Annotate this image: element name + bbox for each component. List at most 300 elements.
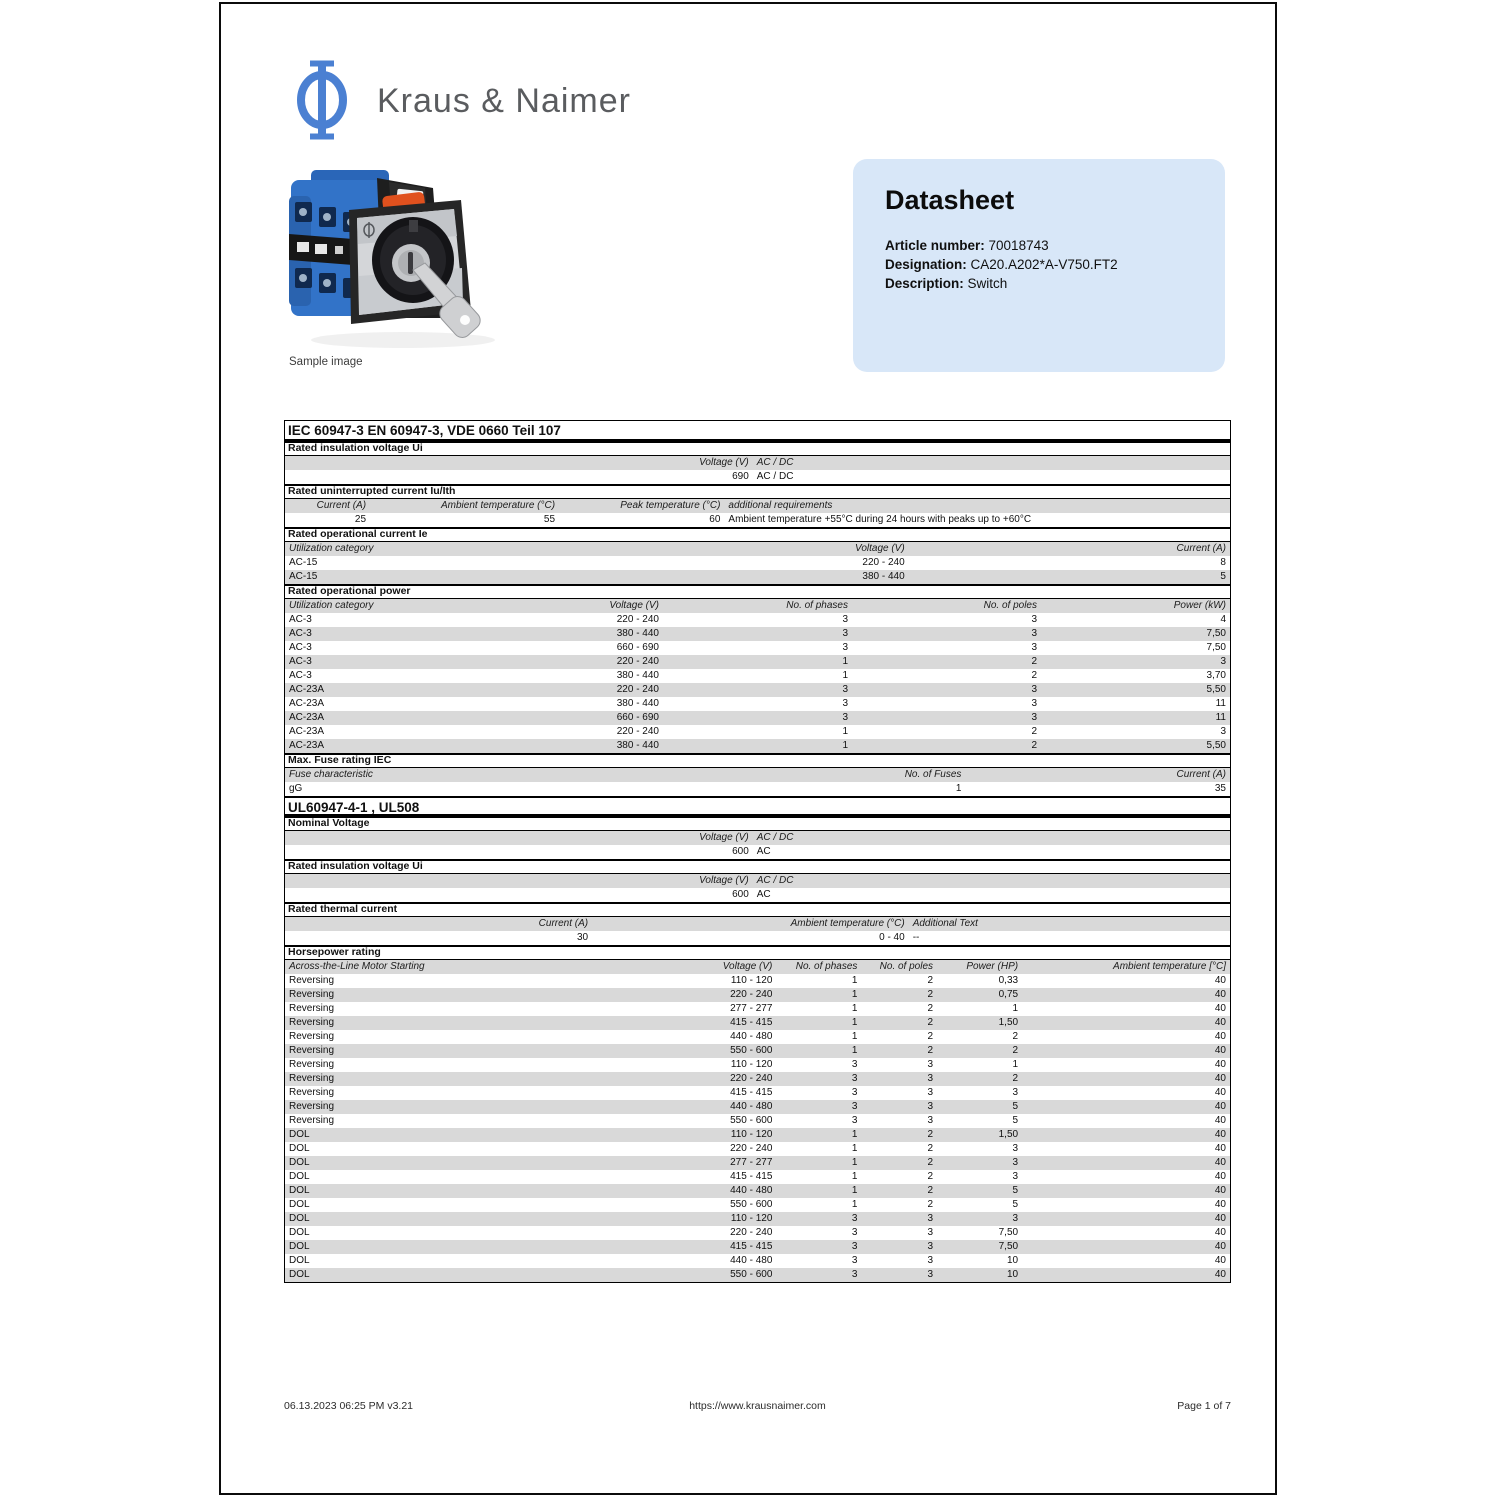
- table-row: [285, 655, 1230, 669]
- cell: 1: [851, 1031, 858, 1042]
- table-row: [285, 470, 1230, 484]
- cell: 1: [955, 783, 962, 794]
- table-row: [285, 711, 1230, 725]
- table-row: [285, 1254, 1230, 1268]
- table-row: [285, 845, 1230, 859]
- cell: 3: [1220, 656, 1226, 667]
- cell: 40: [1214, 1073, 1226, 1084]
- cell: 3: [851, 1255, 858, 1266]
- cell: 1: [851, 1171, 858, 1182]
- cell: 2: [927, 1185, 934, 1196]
- cell: DOL: [289, 1255, 310, 1266]
- cell: Reversing: [289, 1045, 335, 1056]
- cell: 0,75: [998, 989, 1019, 1000]
- table-row: [285, 1058, 1230, 1072]
- cell: 3: [927, 1269, 934, 1280]
- cell: AC-23A: [289, 740, 325, 751]
- header-cell: Voltage (V): [699, 875, 749, 886]
- cell: 2: [927, 1143, 934, 1154]
- cell: 3: [927, 1227, 934, 1238]
- card-title: Datasheet: [885, 185, 1015, 215]
- cell: 277 - 277: [730, 1003, 773, 1014]
- header-cell: Voltage (V): [609, 600, 659, 611]
- header-cell: additional requirements: [728, 500, 833, 511]
- table-row: [285, 613, 1230, 627]
- table-row: [285, 974, 1230, 988]
- table-row: [285, 1212, 1230, 1226]
- header-row: [285, 917, 1230, 931]
- cell: 4: [1220, 614, 1226, 625]
- cell: DOL: [289, 1199, 310, 1210]
- section-label: Max. Fuse rating IEC: [285, 753, 1230, 768]
- table-row: [285, 1156, 1230, 1170]
- cell: 40: [1214, 1017, 1226, 1028]
- cell: 600: [732, 889, 749, 900]
- cell: 415 - 415: [730, 1241, 773, 1252]
- cell: AC: [756, 889, 771, 900]
- cell: 25: [354, 514, 367, 525]
- card-field: [885, 255, 1195, 274]
- cell: DOL: [289, 1185, 310, 1196]
- section-title: UL60947-4-1 , UL508: [285, 796, 1230, 816]
- table-row: [285, 1170, 1230, 1184]
- cell: 440 - 480: [730, 1185, 773, 1196]
- cell: 7,50: [998, 1241, 1019, 1252]
- header-cell: Current (A): [1176, 543, 1226, 554]
- cell: 55: [543, 514, 556, 525]
- cell: 40: [1214, 1255, 1226, 1266]
- header-cell: Across-the-Line Motor Starting: [289, 961, 425, 972]
- cell: AC / DC: [756, 471, 794, 482]
- cell: 1,50: [998, 1129, 1019, 1140]
- footer-page-number: Page 1 of 7: [1177, 1400, 1231, 1412]
- cell: 1: [851, 1017, 858, 1028]
- table-row: [285, 1198, 1230, 1212]
- cell: 60: [709, 514, 721, 525]
- cell: Reversing: [289, 975, 335, 986]
- cell: 3: [927, 1115, 934, 1126]
- cell: 35: [1214, 783, 1226, 794]
- cell: gG: [289, 783, 303, 794]
- card-field-label: Designation:: [885, 257, 967, 272]
- cell: 1: [851, 1199, 858, 1210]
- section-label: Rated insulation voltage Ui: [285, 859, 1230, 874]
- cell: 40: [1214, 1129, 1226, 1140]
- cell: Reversing: [289, 1059, 335, 1070]
- cell: 550 - 600: [730, 1045, 773, 1056]
- header-cell: Current (A): [1176, 769, 1226, 780]
- cell: 2: [927, 1045, 934, 1056]
- table-row: [285, 1072, 1230, 1086]
- cell: 40: [1214, 1185, 1226, 1196]
- phi-logo-icon: [293, 58, 351, 142]
- cell: DOL: [289, 1129, 310, 1140]
- cell: 2: [1012, 1073, 1019, 1084]
- cell: 3: [1031, 628, 1037, 639]
- table-row: [285, 1240, 1230, 1254]
- card-field-value: 70018743: [984, 238, 1049, 253]
- table-row: [285, 739, 1230, 753]
- cell: 415 - 415: [730, 1087, 773, 1098]
- cell: 40: [1214, 1059, 1226, 1070]
- cell: 2: [1012, 1045, 1019, 1056]
- section-label: Rated thermal current: [285, 902, 1230, 917]
- table-row: [285, 988, 1230, 1002]
- cell: 220 - 240: [616, 684, 659, 695]
- cell: AC-23A: [289, 684, 325, 695]
- cell: DOL: [289, 1171, 310, 1182]
- cell: 3: [1031, 712, 1037, 723]
- header-cell: Ambient temperature (°C): [441, 500, 556, 511]
- cell: Reversing: [289, 989, 335, 1000]
- cell: 220 - 240: [616, 614, 659, 625]
- cell: 1: [842, 670, 848, 681]
- cell: 220 - 240: [862, 557, 905, 568]
- cell: 3: [927, 1073, 934, 1084]
- cell: Reversing: [289, 1101, 335, 1112]
- cell: 600: [732, 846, 749, 857]
- table-row: [285, 683, 1230, 697]
- cell: 3: [842, 684, 848, 695]
- cell: 220 - 240: [730, 1227, 773, 1238]
- spec-table: [284, 420, 1231, 1283]
- header-row: [285, 542, 1230, 556]
- cell: 40: [1214, 1241, 1226, 1252]
- section-title: IEC 60947-3 EN 60947-3, VDE 0660 Teil 107: [285, 421, 1230, 441]
- cell: 3: [851, 1059, 858, 1070]
- cell: 40: [1214, 975, 1226, 986]
- cell: 40: [1214, 989, 1226, 1000]
- product-image: [285, 156, 511, 354]
- cell: DOL: [289, 1269, 310, 1280]
- header-cell: Power (HP): [966, 961, 1019, 972]
- cell: 110 - 120: [730, 1213, 773, 1224]
- cell: 40: [1214, 1003, 1226, 1014]
- cell: 1: [851, 1157, 858, 1168]
- header-row: [285, 456, 1230, 470]
- cell: AC-3: [289, 614, 312, 625]
- cell: 40: [1214, 1115, 1226, 1126]
- cell: 1: [851, 1143, 858, 1154]
- cell: AC-3: [289, 656, 312, 667]
- table-row: [285, 1016, 1230, 1030]
- cell: 660 - 690: [616, 712, 659, 723]
- cell: 3: [851, 1227, 858, 1238]
- cell: 1: [851, 975, 858, 986]
- cell: 3: [851, 1101, 858, 1112]
- cell: 3: [1012, 1171, 1019, 1182]
- cell: 5: [1012, 1185, 1019, 1196]
- cell: --: [912, 932, 920, 943]
- cell: 3: [851, 1073, 858, 1084]
- header-row: [285, 499, 1230, 513]
- header-cell: Current (A): [316, 500, 367, 511]
- cell: 1: [842, 656, 848, 667]
- cell: 40: [1214, 1213, 1226, 1224]
- cell: 1: [842, 740, 848, 751]
- cell: 3: [851, 1269, 858, 1280]
- brand-logo: [293, 58, 631, 142]
- cell: 3: [927, 1213, 934, 1224]
- header-cell: Voltage (V): [722, 961, 773, 972]
- cell: Reversing: [289, 1087, 335, 1098]
- section-label: Horsepower rating: [285, 945, 1230, 960]
- table-row: [285, 725, 1230, 739]
- cell: 415 - 415: [730, 1017, 773, 1028]
- cell: 1: [1012, 1059, 1019, 1070]
- cell: Reversing: [289, 1003, 335, 1014]
- cell: 40: [1214, 1143, 1226, 1154]
- table-row: [285, 513, 1230, 527]
- cell: 11: [1215, 698, 1226, 709]
- cell: 380 - 440: [616, 670, 659, 681]
- header-row: [285, 874, 1230, 888]
- cell: 2: [927, 989, 934, 1000]
- header-cell: No. of poles: [879, 961, 934, 972]
- cell: 220 - 240: [616, 726, 659, 737]
- cell: 3: [851, 1213, 858, 1224]
- cell: 3: [927, 1255, 934, 1266]
- cell: 5: [1012, 1115, 1019, 1126]
- cell: 3: [842, 698, 848, 709]
- cell: 0 - 40: [879, 932, 905, 943]
- header-cell: No. of Fuses: [904, 769, 962, 780]
- card-field-label: Article number:: [885, 238, 985, 253]
- table-row: [285, 556, 1230, 570]
- cell: 5: [1012, 1101, 1019, 1112]
- cell: 1: [851, 1003, 858, 1014]
- table-row: [285, 931, 1230, 945]
- card-fields: [885, 236, 1195, 293]
- header-cell: AC / DC: [756, 875, 794, 886]
- header-cell: Fuse characteristic: [289, 769, 373, 780]
- cell: 440 - 480: [730, 1101, 773, 1112]
- cell: 40: [1214, 1199, 1226, 1210]
- cell: Reversing: [289, 1031, 335, 1042]
- cell: AC-3: [289, 628, 312, 639]
- cell: 380 - 440: [616, 740, 659, 751]
- cell: 3: [851, 1087, 858, 1098]
- section-label: Rated operational power: [285, 584, 1230, 599]
- table-row: [285, 627, 1230, 641]
- cell: 1: [851, 1185, 858, 1196]
- cell: 1: [851, 1045, 858, 1056]
- cell: 40: [1214, 1269, 1226, 1280]
- cell: 110 - 120: [730, 975, 773, 986]
- table-row: [285, 641, 1230, 655]
- cell: 40: [1214, 1157, 1226, 1168]
- cell: 2: [927, 1199, 934, 1210]
- header-cell: Ambient temperature (°C): [790, 918, 905, 929]
- cell: 5: [1012, 1199, 1019, 1210]
- cell: 2: [1031, 726, 1037, 737]
- cell: DOL: [289, 1227, 310, 1238]
- header-cell: Ambient temperature [°C]: [1113, 961, 1226, 972]
- header-cell: Peak temperature (°C): [620, 500, 721, 511]
- header-cell: Voltage (V): [699, 457, 749, 468]
- cell: 3,70: [1206, 670, 1226, 681]
- footer-url: https://www.krausnaimer.com: [689, 1400, 826, 1412]
- cell: 2: [927, 1031, 934, 1042]
- cell: AC-23A: [289, 726, 325, 737]
- cell: 40: [1214, 1101, 1226, 1112]
- cell: 220 - 240: [730, 1143, 773, 1154]
- cell: 5,50: [1206, 740, 1226, 751]
- cell: 0,33: [998, 975, 1019, 986]
- cell: AC-15: [289, 557, 318, 568]
- header-row: [285, 960, 1230, 974]
- cell: 277 - 277: [730, 1157, 773, 1168]
- cell: 3: [842, 614, 848, 625]
- cell: 30: [577, 932, 589, 943]
- section-label: Rated uninterrupted current Iu/Ith: [285, 484, 1230, 499]
- cell: 5,50: [1206, 684, 1226, 695]
- cell: 380 - 440: [862, 571, 905, 582]
- cell: DOL: [289, 1241, 310, 1252]
- cell: 3: [1031, 698, 1037, 709]
- header-cell: Additional Text: [912, 918, 978, 929]
- header-cell: Power (kW): [1173, 600, 1226, 611]
- cell: 660 - 690: [616, 642, 659, 653]
- table-row: [285, 1086, 1230, 1100]
- cell: Reversing: [289, 1073, 335, 1084]
- cell: 3: [1012, 1213, 1019, 1224]
- cell: 2: [927, 1003, 934, 1014]
- section-label: Rated insulation voltage Ui: [285, 441, 1230, 456]
- cell: 3: [842, 628, 848, 639]
- cell: 2: [1012, 1031, 1019, 1042]
- cell: 3: [1220, 726, 1226, 737]
- cell: 2: [927, 1129, 934, 1140]
- cell: 3: [927, 1087, 934, 1098]
- footer-datetime: 06.13.2023 06:25 PM v3.21: [284, 1400, 414, 1412]
- header-cell: Voltage (V): [855, 543, 905, 554]
- cell: 3: [1012, 1087, 1019, 1098]
- cell: DOL: [289, 1143, 310, 1154]
- header-cell: AC / DC: [756, 832, 794, 843]
- cell: 1: [842, 726, 848, 737]
- cell: AC-3: [289, 670, 312, 681]
- card-field-value: Switch: [963, 276, 1008, 291]
- cell: 10: [1006, 1269, 1019, 1280]
- cell: 1: [851, 989, 858, 1000]
- cell: 415 - 415: [730, 1171, 773, 1182]
- cell: 3: [851, 1241, 858, 1252]
- cell: 690: [732, 471, 749, 482]
- cell: 550 - 600: [730, 1199, 773, 1210]
- cell: 5: [1220, 571, 1226, 582]
- header-cell: No. of poles: [983, 600, 1037, 611]
- table-row: [285, 1142, 1230, 1156]
- table-row: [285, 888, 1230, 902]
- header-row: [285, 768, 1230, 782]
- table-row: [285, 1114, 1230, 1128]
- table-row: [285, 697, 1230, 711]
- cell: 110 - 120: [730, 1129, 773, 1140]
- cell: 2: [927, 975, 934, 986]
- cell: 440 - 480: [730, 1255, 773, 1266]
- cell: 3: [842, 712, 848, 723]
- cell: 40: [1214, 1087, 1226, 1098]
- cell: 220 - 240: [730, 989, 773, 1000]
- cell: AC-23A: [289, 698, 325, 709]
- card-field: [885, 274, 1195, 293]
- sample-image-caption: Sample image: [289, 356, 363, 368]
- cell: 3: [1012, 1157, 1019, 1168]
- cell: Ambient temperature +55°C during 24 hours with peaks up to +60°C: [728, 514, 1032, 525]
- cell: AC-3: [289, 642, 312, 653]
- cell: Reversing: [289, 1017, 335, 1028]
- cell: 1,50: [998, 1017, 1019, 1028]
- header-row: [285, 831, 1230, 845]
- cell: 40: [1214, 1227, 1226, 1238]
- cell: 3: [927, 1101, 934, 1112]
- cell: DOL: [289, 1157, 310, 1168]
- header-cell: Voltage (V): [699, 832, 749, 843]
- header-row: [285, 599, 1230, 613]
- cell: 440 - 480: [730, 1031, 773, 1042]
- cell: 110 - 120: [730, 1059, 773, 1070]
- cell: 2: [927, 1017, 934, 1028]
- datasheet-card: [853, 159, 1225, 372]
- cell: 3: [1031, 684, 1037, 695]
- cell: 220 - 240: [616, 656, 659, 667]
- cell: 40: [1214, 1171, 1226, 1182]
- header-cell: No. of phases: [786, 600, 848, 611]
- header-cell: No. of phases: [795, 961, 858, 972]
- cell: AC-15: [289, 571, 318, 582]
- brand-name: Kraus & Naimer: [377, 81, 631, 120]
- cell: 2: [927, 1171, 934, 1182]
- table-row: [285, 1128, 1230, 1142]
- cell: 2: [1031, 656, 1037, 667]
- cell: 8: [1220, 557, 1226, 568]
- header-cell: Current (A): [538, 918, 589, 929]
- cell: 7,50: [1206, 642, 1226, 653]
- cell: 40: [1214, 1045, 1226, 1056]
- cell: 7,50: [1206, 628, 1226, 639]
- cell: AC-23A: [289, 712, 325, 723]
- cell: 380 - 440: [616, 628, 659, 639]
- cell: 3: [1031, 614, 1037, 625]
- cell: 3: [1031, 642, 1037, 653]
- section-label: Nominal Voltage: [285, 816, 1230, 831]
- section-label: Rated operational current Ie: [285, 527, 1230, 542]
- cell: 3: [1012, 1143, 1019, 1154]
- cell: 11: [1215, 712, 1226, 723]
- cell: 2: [1031, 740, 1037, 751]
- cell: 1: [851, 1129, 858, 1140]
- cell: Reversing: [289, 1115, 335, 1126]
- cell: 3: [927, 1241, 934, 1252]
- header-cell: Utilization category: [289, 600, 374, 611]
- card-field-value: CA20.A202*A-V750.FT2: [966, 257, 1118, 272]
- cell: 2: [927, 1157, 934, 1168]
- card-field-label: Description:: [885, 276, 964, 291]
- card-field: [885, 236, 1195, 255]
- cell: 2: [1031, 670, 1037, 681]
- table-row: [285, 1268, 1230, 1282]
- table-row: [285, 570, 1230, 584]
- cell: 1: [1012, 1003, 1019, 1014]
- table-row: [285, 1100, 1230, 1114]
- cell: 3: [851, 1115, 858, 1126]
- cell: 3: [842, 642, 848, 653]
- table-row: [285, 1030, 1230, 1044]
- datasheet-page: [219, 2, 1277, 1495]
- table-row: [285, 782, 1230, 796]
- cell: DOL: [289, 1213, 310, 1224]
